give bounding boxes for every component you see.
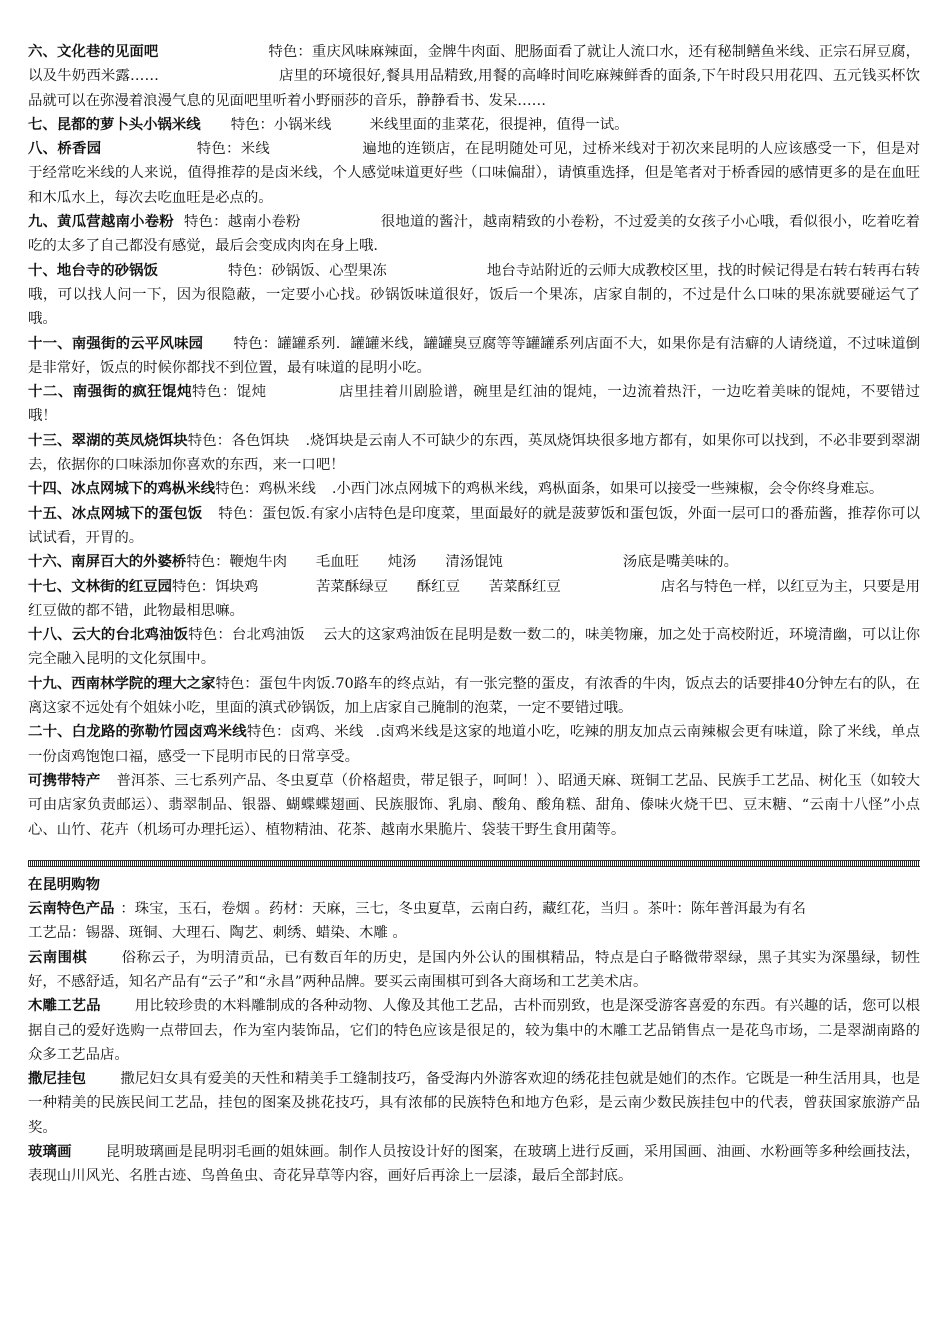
restaurant-title: 六、文化巷的见面吧 [28,44,159,60]
restaurant-title: 十三、翠湖的英凤烧饵块 [28,432,188,449]
restaurant-title: 十五、冰点网城下的蛋包饭 [28,505,203,522]
restaurant-feature: 特色：米线 [196,141,271,158]
restaurant-title: 十七、文林街的红豆园 [28,578,172,595]
restaurant-desc: 米线里面的韭菜花，很提神，值得一试。 [369,116,629,133]
restaurant-desc: 店里的环境很好,餐具用品精致,用餐的高峰时间吃麻辣鲜香的面条,下午时段只用花四、五元钱买杯饮品就可以在弥漫着浪漫气息的见面吧里听着小野丽莎的音乐，静静看书、发呆…… [28,68,920,109]
shopping-item [28,946,920,995]
restaurant-entry [28,210,920,259]
restaurant-entry [28,477,920,501]
restaurant-entry [28,259,920,332]
shopping-item-desc: 用比较珍贵的木料雕制成的各种动物、人像及其他工艺品，古朴而别致，也是深受游客喜爱的东西。有兴趣的话，您可以根据自己的爱好选购一点带回去，作为室内装饰品，它们的特色应该是很足的，较为集中的木雕工艺品销售点一是花鸟市场，二是翠湖南路的众多工艺品店。 [28,998,920,1063]
restaurant-entry [28,137,920,210]
restaurant-title: 十八、云大的台北鸡油饭 [28,627,189,644]
restaurant-desc: 罐罐米线，罐罐臭豆腐等等罐罐系列店面不大，如果你是有洁癖的人请绕道，不过味道倒是非常好，饭点的时候你都找不到位置，最有味道的昆明小吃。 [28,335,920,376]
restaurant-entry [28,672,920,721]
restaurant-feature: 特色：蛋包饭. [218,505,311,522]
shopping-item [28,1067,920,1140]
restaurant-entry [28,40,920,113]
shopping-item-title: 玻璃画 [28,1144,72,1161]
restaurant-entry [28,332,920,381]
restaurant-feature: 特色：卤鸡、米线 [246,724,364,741]
shopping-item-title: 撒尼挂包 [28,1071,87,1088]
restaurant-entry [28,550,920,574]
specialty-desc: 普洱茶、三七系列产品、冬虫夏草（价格超贵，带足银子，呵呵！）、昭通天麻、斑铜工艺品、民族手工艺品、树化玉（如较大可由店家负责邮运）、翡翠制品、银器、蝴蝶蝶翅画、民族服饰、乳扇、酸角、酸角糕、甜角、傣味火烧干巴、豆末糖、“云南十八怪”小点心、山竹、花卉（机场可办理托运）、植物精油、花茶、越南水果脆片、袋装干野生食用菌等。 [28,772,920,838]
specialty-title: 可携带特产 [28,772,101,789]
restaurant-entry [28,720,920,769]
restaurant-title: 十四、冰点网城下的鸡枞米线 [28,481,216,498]
restaurant-title: 七、昆都的萝卜头小锅米线 [28,116,201,133]
restaurant-desc: 店名与特色一样，以红豆为主，只要是用红豆做的都不错，此物最相思嘛。 [28,578,920,619]
restaurant-desc: 店里挂着川剧脸谱，碗里是红油的馄炖，一边流着热汗，一边吃着美味的馄炖，不要错过哦！ [28,384,920,425]
restaurant-title: 十一、南强街的云平风味园 [28,335,204,352]
shopping-item-desc: 撒尼妇女具有爱美的天性和精美手工缝制技巧，备受海内外游客欢迎的绣花挂包就是她们的杰作。它既是一种生活用具，也是一种精美的民族民间工艺品，挂包的图案及挑花技巧，具有浓郁的民族特色和地方色彩，是云南少数民族挂包中的代表，曾获国家旅游产品奖。 [28,1071,920,1136]
restaurant-desc: 70路车的终点站，有一张完整的蛋皮，有浓香的牛肉，饭点去的话要排40分钟左右的队，在离这家不远处有个姐妹小吃，里面的滇式砂锅饭，加上店家自己腌制的泡菜，一定不要错过哦。 [28,675,920,717]
restaurant-desc: 汤底是嘴美味的。 [622,554,739,571]
restaurant-feature: 特色：小锅米线 [230,116,332,133]
shopping-crafts: 工艺品：锡器、斑铜、大理石、陶艺、刺绣、蜡染、木雕 。 [28,925,407,942]
restaurant-title: 九、黄瓜营越南小卷粉 [28,214,174,231]
restaurant-entry [28,502,920,551]
restaurant-desc: 云大的这家鸡油饭在昆明是数一数二的，味美物廉，加之处于高校附近，环境清幽，可以让你完全融入昆明的文化氛围中。 [28,627,920,668]
restaurant-entry [28,623,920,672]
restaurant-feature: 特色：罐罐系列. [233,335,341,352]
restaurant-feature: 特色：砂锅饭、心型果冻 [227,262,387,279]
shopping-item-desc: 俗称云子，为明清贡品，已有数百年的历史，是国内外公认的围棋精品，特点是白子略微带翠绿，黑子其实为深墨绿，韧性好，不感舒适，知名产品有“云子”和“永昌”两种品牌。要买云南围棋可到各大商场和工艺美术店。 [28,949,920,990]
restaurant-title: 十二、南强街的疯狂馄炖 [28,384,192,401]
shopping-products [28,897,920,921]
restaurant-entry [28,429,920,478]
restaurant-desc: 地台寺站附近的云师大成教校区里，找的时候记得是右转右转再右转哦，可以找人问一下，因为很隐蔽，一定要小心找。砂锅饭味道很好，饭后一个果冻，店家自制的，不过是什么口味的果冻就要碰运气了哦。 [28,262,920,328]
restaurant-desc: 有家小店特色是印度菜，里面最好的就是菠萝饭和蛋包饭，外面一层可口的番茄酱，推荐你可以试试看，开胃的。 [28,505,920,546]
restaurant-entry [28,380,920,429]
shopping-products-title: 云南特色产品 [28,901,115,918]
restaurant-desc: .小西门冰点网城下的鸡枞米线，鸡枞面条，如果可以接受一些辣椒，会令你终身难忘。 [331,481,884,498]
restaurant-feature: 特色：越南小卷粉 [183,214,301,231]
restaurant-entry [28,575,920,624]
restaurant-title: 十、地台寺的砂锅饭 [28,262,158,279]
restaurant-desc: 遍地的连锁店，在昆明随处可见，过桥米线对于初次来昆明的人应该感受一下，但是对于经常吃米线的人来说，值得推荐的是卤米线，个人感觉味道更好些（口味偏甜），请慎重选择，但是笔者对于桥香园的感情更多的是在血旺和木瓜水上，每次去吃血旺是必点的。 [28,141,920,206]
restaurant-feature: 特色：蛋包牛肉饭. [215,675,336,692]
restaurant-entry [28,113,920,137]
restaurant-title: 二十、白龙路的弥勒竹园卤鸡米线 [28,724,247,741]
restaurant-feature: 特色：重庆风味麻辣面，金牌牛肉面、肥肠面看了就让人流口水，还有秘制鳝鱼米线、正宗石屏豆腐，以及牛奶西米露…… [28,44,920,85]
restaurant-title: 十六、南屏百大的外婆桥 [28,554,187,571]
shopping-item [28,994,920,1067]
restaurant-title: 十九、西南林学院的理大之家 [28,675,216,692]
specialty-section [28,769,920,842]
restaurant-desc: 很地道的酱汁，越南精致的小卷粉，不过爱美的女孩子小心哦，看似很小，吃着吃着吃的太多了自己都没有感觉，最后会变成肉肉在身上哦. [28,214,920,255]
shopping-item-desc: 昆明玻璃画是昆明羽毛画的姐妹画。制作人员按设计好的图案，在玻璃上进行反画，采用国画、油画、水粉画等多种绘画技法，表现山川风光、名胜古迹、鸟兽鱼虫、奇花异草等内容，画好后再涂上一层漆，最后全部封底。 [28,1144,920,1185]
shopping-products-desc: ：珠宝，玉石，卷烟 。药材：天麻，三七，冬虫夏草，云南白药，藏红花，当归 。茶叶：陈年普洱最为有名 [120,901,806,918]
restaurant-desc: .烧饵块是云南人不可缺少的东西，英凤烧饵块很多地方都有，如果你可以找到，不必非要到翠湖去，依据你的口味添加你喜欢的东西，来一口吧！ [28,432,920,474]
restaurant-feature: 特色：饵块鸡 苦菜酥绿豆 酥红豆 苦菜酥红豆 [172,578,561,595]
restaurant-feature: 特色：馄炖 [192,384,267,401]
shopping-item-title: 木雕工艺品 [28,998,101,1015]
restaurant-title: 八、桥香园 [28,141,102,158]
document-page [28,40,920,1189]
shopping-item-title: 云南围棋 [28,949,88,966]
shopping-heading: 在昆明购物 [28,876,100,893]
restaurant-feature: 特色：鞭炮牛肉 毛血旺 炖汤 清汤馄饨 [186,554,503,571]
restaurant-desc: .卤鸡米线是这家的地道小吃，吃辣的朋友加点云南辣椒会更有味道，除了米线，单点一份卤鸡饱饱口福，感受一下昆明市民的日常享受。 [28,724,920,765]
restaurant-feature: 特色：台北鸡油饭 [188,627,305,644]
restaurant-feature: 特色：鸡枞米线 [215,481,316,498]
restaurant-feature: 特色：各色饵块 [187,432,290,449]
shopping-item [28,1140,920,1189]
section-divider [28,860,920,867]
